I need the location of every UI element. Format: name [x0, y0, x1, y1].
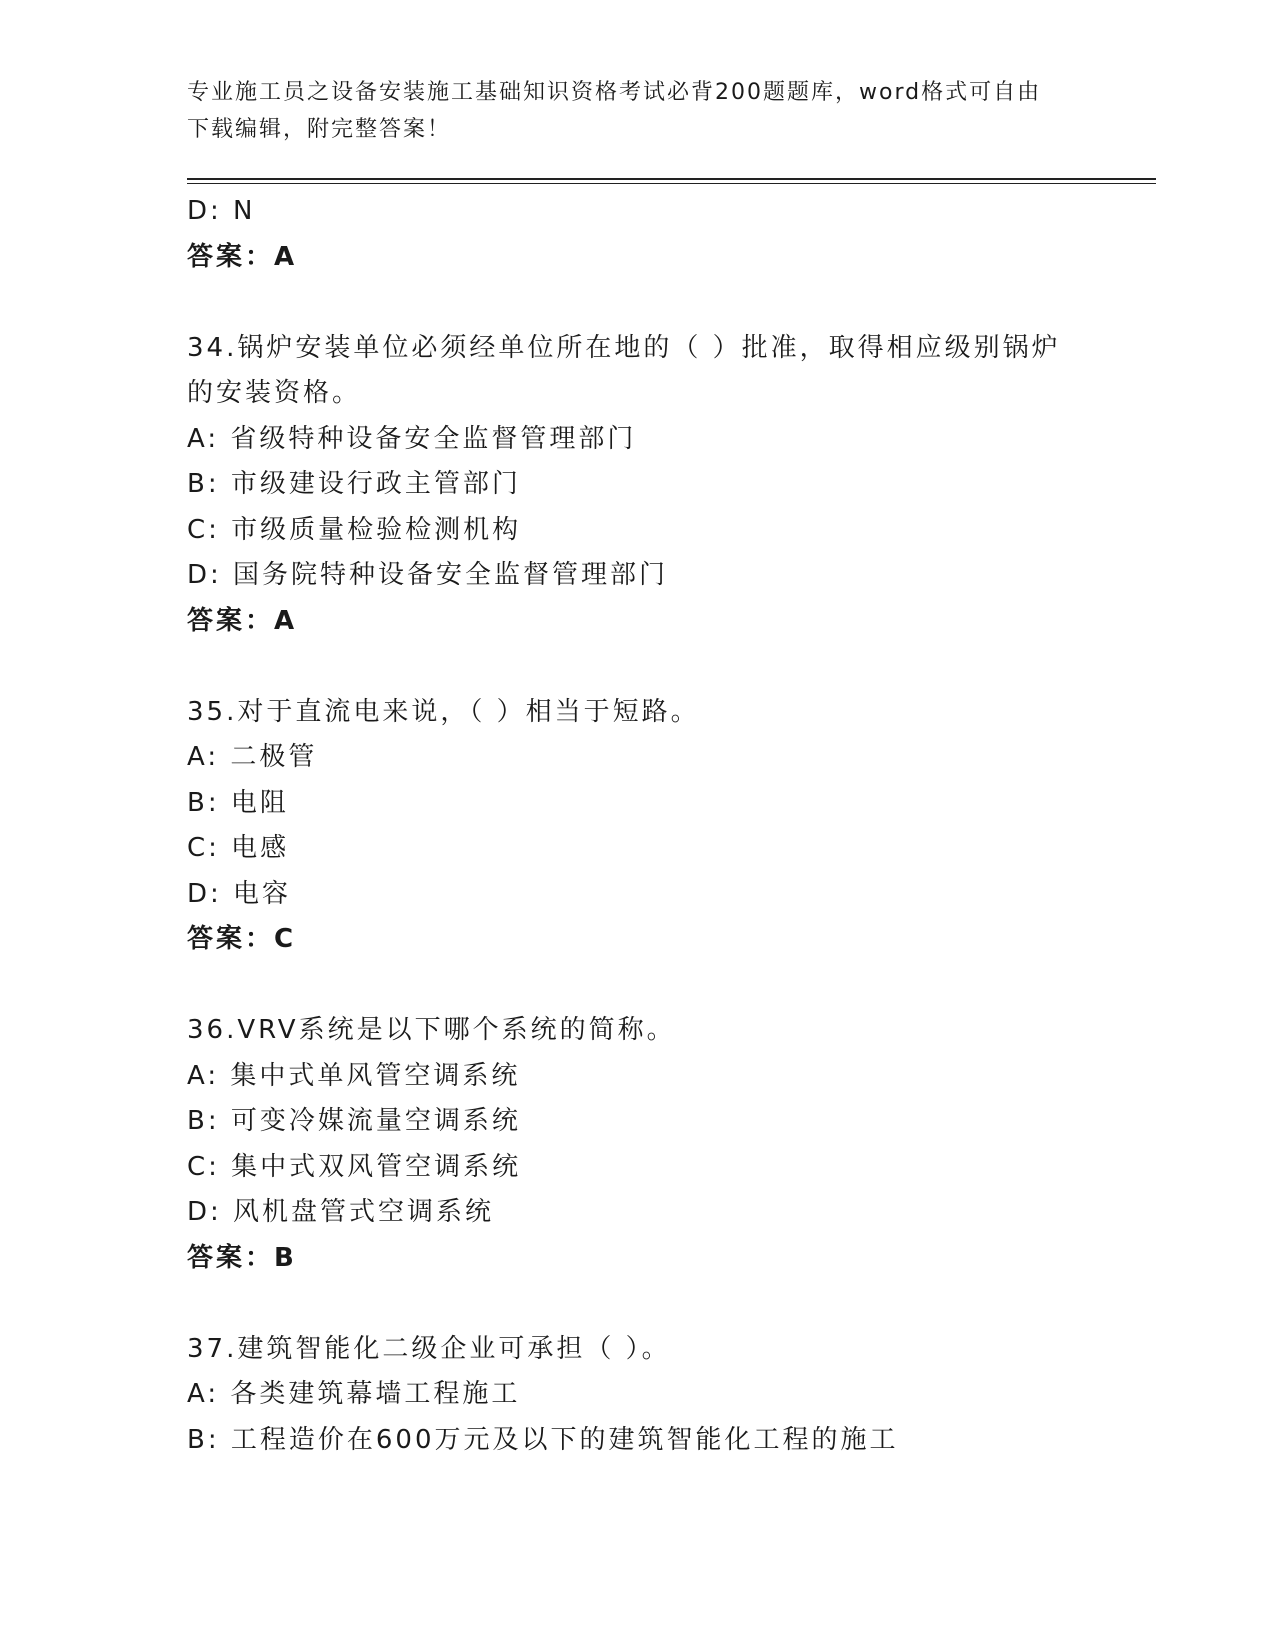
- option-d: D: 国务院特种设备安全监督管理部门: [187, 560, 669, 590]
- header-line-1: 专业施工员之设备安装施工基础知识资格考试必背200题题库，word格式可自由: [187, 80, 1042, 105]
- header-line-2: 下载编辑，附完整答案！: [187, 117, 452, 142]
- spacer: [187, 280, 1156, 326]
- question-stem: 35.对于直流电来说，（ ）相当于短路。: [187, 696, 700, 727]
- option-b: B: 可变冷媒流量空调系统: [187, 1106, 521, 1136]
- option-a: A: 省级特种设备安全监督管理部门: [187, 423, 637, 454]
- option-b: B: 工程造价在600万元及以下的建筑智能化工程的施工: [187, 1424, 899, 1455]
- question-stem: 37.建筑智能化二级企业可承担（ ）。: [187, 1333, 671, 1364]
- spacer: [187, 1281, 1156, 1327]
- option-c: C: 市级质量检验检测机构: [187, 514, 522, 545]
- option-a: A: 集中式单风管空调系统: [187, 1060, 521, 1091]
- answer-line: 答案：C: [187, 924, 297, 954]
- option-c: C: 集中式双风管空调系统: [187, 1151, 522, 1182]
- header-divider-thin: [187, 183, 1156, 184]
- answer-line: 答案：A: [187, 605, 298, 636]
- option-a: A: 各类建筑幕墙工程施工: [187, 1379, 521, 1409]
- option-b: B: 电阻: [187, 787, 289, 818]
- option-b: B: 市级建设行政主管部门: [187, 469, 521, 499]
- answer-line: 答案：A: [187, 241, 298, 272]
- question-stem: 34.锅炉安装单位必须经单位所在地的（ ）批准，取得相应级别锅炉: [187, 332, 1061, 363]
- document-header: [187, 74, 1067, 148]
- option-d: D: N: [187, 196, 256, 226]
- option-d: D: 电容: [187, 878, 292, 909]
- spacer: [187, 644, 1156, 690]
- spacer: [187, 963, 1156, 1009]
- question-stem: 36.VRV系统是以下哪个系统的简称。: [187, 1015, 676, 1045]
- question-stem-continued: 的安装资格。: [187, 378, 362, 408]
- option-a: A: 二极管: [187, 742, 318, 772]
- option-c: C: 电感: [187, 833, 290, 863]
- answer-line: 答案：B: [187, 1242, 297, 1273]
- question-list: [187, 189, 1156, 1463]
- option-d: D: 风机盘管式空调系统: [187, 1197, 495, 1227]
- header-divider-thick: [187, 178, 1156, 180]
